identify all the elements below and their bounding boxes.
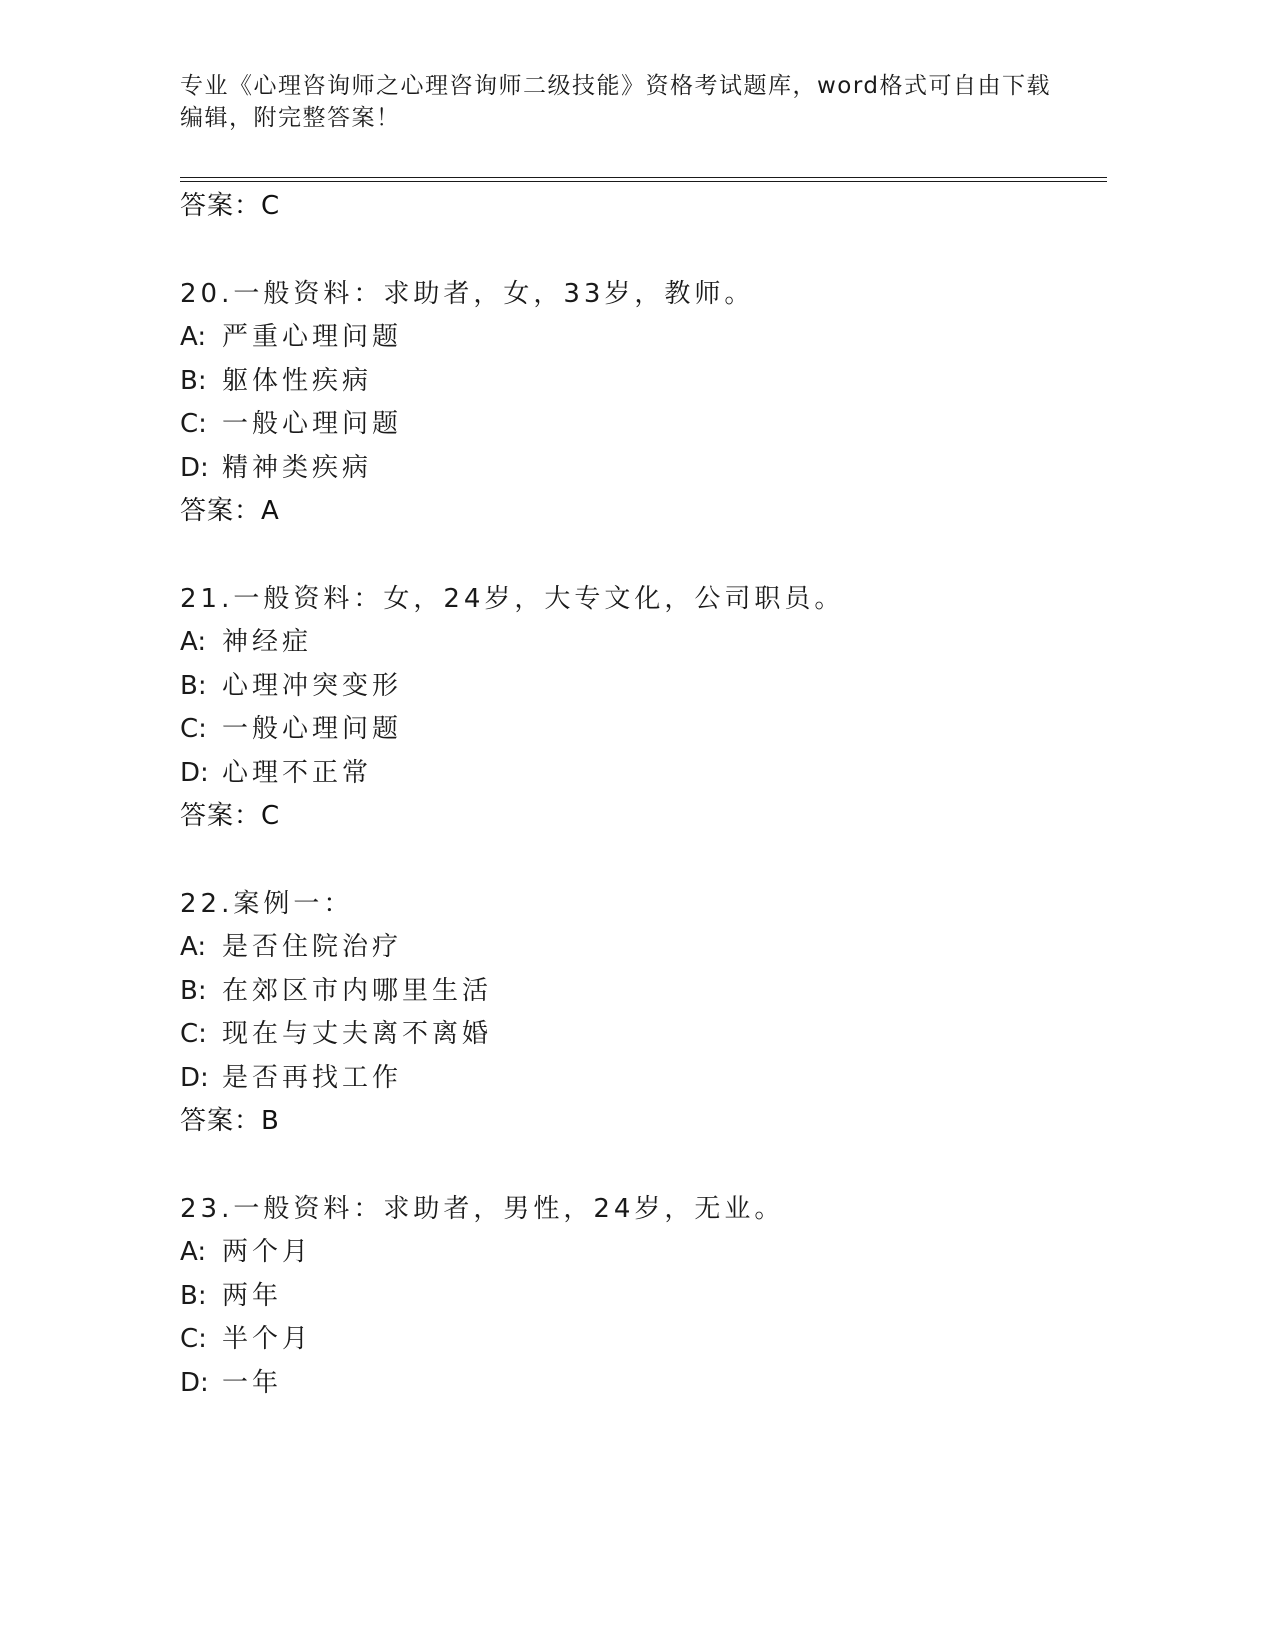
question-20-option-b: B: 躯体性疾病 <box>180 366 373 396</box>
question-23-option-a: A: 两个月 <box>180 1237 313 1267</box>
question-23-stem: 23.一般资料：求助者，男性，24岁，无业。 <box>180 1194 785 1224</box>
question-21-option-c: C: 一般心理问题 <box>180 714 403 744</box>
question-22-option-d: D: 是否再找工作 <box>180 1063 403 1093</box>
question-20-option-d: D: 精神类疾病 <box>180 453 373 483</box>
question-22-option-c: C: 现在与丈夫离不离婚 <box>180 1019 493 1049</box>
header-divider-top <box>180 177 1107 178</box>
question-23-option-d: D: 一年 <box>180 1368 283 1398</box>
answer-label: 答案：C <box>180 191 281 221</box>
question-21-option-a: A: 神经症 <box>180 627 313 657</box>
question-21-option-d: D: 心理不正常 <box>180 758 373 788</box>
question-22-option-b: B: 在郊区市内哪里生活 <box>180 976 493 1006</box>
header-line-2: 编辑，附完整答案！ <box>180 105 401 131</box>
question-20-option-a: A: 严重心理问题 <box>180 322 403 352</box>
question-20-stem: 20.一般资料：求助者，女，33岁，教师。 <box>180 279 755 309</box>
header-line-1: 专业《心理咨询师之心理咨询师二级技能》资格考试题库，word格式可自由下载 <box>180 73 1052 99</box>
document-header <box>180 70 1060 134</box>
header-divider-bottom <box>180 181 1107 182</box>
question-20-option-c: C: 一般心理问题 <box>180 409 403 439</box>
question-20-answer: 答案：A <box>180 496 280 526</box>
question-23-option-b: B: 两年 <box>180 1281 283 1311</box>
question-22-option-a: A: 是否住院治疗 <box>180 932 403 962</box>
question-21-option-b: B: 心理冲突变形 <box>180 671 403 701</box>
question-21-stem: 21.一般资料：女，24岁，大专文化，公司职员。 <box>180 584 845 614</box>
question-22-answer: 答案：B <box>180 1106 280 1136</box>
question-23-option-c: C: 半个月 <box>180 1324 313 1354</box>
question-21-answer: 答案：C <box>180 801 281 831</box>
question-22-stem: 22.案例一： <box>180 889 354 919</box>
